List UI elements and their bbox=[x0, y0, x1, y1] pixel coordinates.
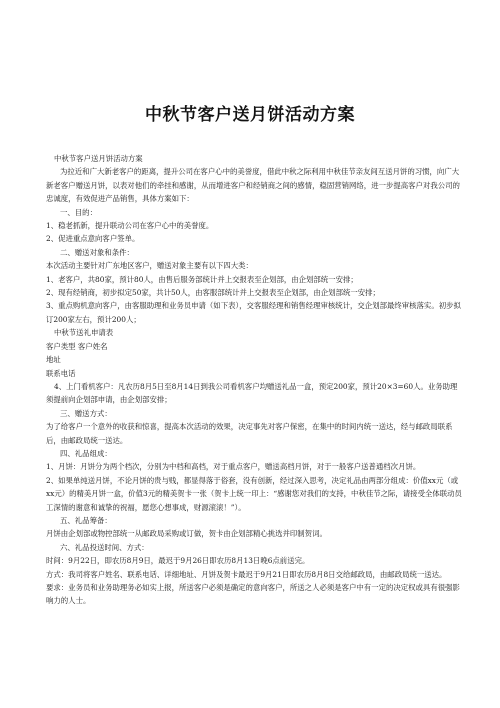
paragraph: 中秋节送礼申请表 bbox=[54, 328, 114, 338]
paragraph: 方式：我司将客户姓名、联系电话、详细地址、月饼及贺卡最迟于9月21日即农历8月8日交给邮政局，由邮政局统一送达。 bbox=[46, 569, 447, 579]
paragraph: 月饼由企划部或物控部统一从邮政局采购或订做，贺卡由企划部精心挑选并印制贺词。 bbox=[46, 529, 327, 539]
paragraph: 六、礼品投送时间、方式： bbox=[60, 542, 149, 552]
paragraph: 一、目的： bbox=[60, 207, 97, 217]
paragraph: 4、上门看机客户：凡农历8月5日至8月14日到我公司看机客户均赠送礼品一盒，预定200家，预计20×3=60人。业务助理须提前向企划部申请，由企划部安排； bbox=[46, 381, 458, 405]
paragraph: 1、老客户，共80家，预计80人，由售后服务部统计并上交报表至企划部，由企划部统一安排； bbox=[46, 274, 358, 284]
paragraph: 二、赠送对象和条件： bbox=[60, 247, 134, 257]
document-body bbox=[46, 152, 462, 608]
paragraph: 为拉近和广大新老客户的距离，提升公司在客户心中的美誉度，借此中秋之际利用中秋佳节亲友间互送月饼的习惯，向广大新老客户赠送月饼，以表对他们的牵挂和感谢，从而增进客户和经销商之间的感情，稳固营销网络，进一步提高客户对我公司的忠诚度，有效促进产品销售，具体方案如下： bbox=[46, 167, 460, 204]
paragraph: 1、稳老抓新，提升联动公司在客户心中的美誉度。 bbox=[46, 221, 214, 231]
paragraph: 为了给客户一个意外的收获和惊喜，提高本次活动的效果，决定事先对客户保密，在集中的时间内统一送达，经与邮政局联系后，由邮政局统一送达。 bbox=[46, 422, 453, 445]
paragraph: 客户类型 客户姓名 bbox=[46, 341, 108, 351]
paragraph: 三、赠送方式： bbox=[60, 408, 112, 418]
paragraph: 中秋节客户送月饼活动方案 bbox=[54, 154, 143, 163]
paragraph: 2、现有经销商，初步拟定50家，共计50人，由客服部统计并上交报表至企划部，由企划部统一安排； bbox=[46, 288, 380, 298]
paragraph: 3、重点购机意向客户，由客服助理和业务员申请（如下表），交客服经理和销售经理审核统计，交企划部最终审核落实。初步拟订200家左右，预计200人； bbox=[46, 301, 461, 324]
document-title: 中秋节客户送月饼活动方案 bbox=[145, 105, 355, 125]
paragraph: 四、礼品组成： bbox=[60, 448, 112, 458]
paragraph: 地址 bbox=[46, 355, 61, 365]
paragraph: 要求：业务员和业务助理务必如实上报，所送客户必须是确定的意向客户，所送之人必须是客户中有一定的决定权或具有很强影响力的人士。 bbox=[46, 583, 460, 606]
paragraph: 2、如果单纯送月饼，不论月饼的贵与贱，都显得落于俗套，没有创新，经过深入思考，决定礼品由两部分组成：价值xx元（或xx元）的精美月饼一盒，价值3元的精美贺卡一张（贺卡上统一印上：“感谢您对我们的支持，中秋佳节之际，请接受全体联动员工深情的谢意和诚挚的祝福，愿您心想事成，财源滚滚！”）。 bbox=[46, 475, 462, 512]
paragraph: 时间：9月22日，即农历8月9日，最迟于9月26日即农历8月13日晚6点前送完。 bbox=[46, 556, 310, 566]
paragraph: 五、礼品筹备： bbox=[60, 515, 112, 525]
paragraph: 2、促进重点意向客户签单。 bbox=[46, 234, 140, 244]
paragraph: 本次活动主要针对广东地区客户，赠送对象主要有以下四大类： bbox=[46, 261, 253, 271]
paragraph: 1、月饼：月饼分为两个档次，分别为中档和高档，对于重点客户，赠送高档月饼，对于一般客户送普通档次月饼。 bbox=[46, 462, 421, 472]
paragraph: 联系电话 bbox=[46, 368, 76, 378]
